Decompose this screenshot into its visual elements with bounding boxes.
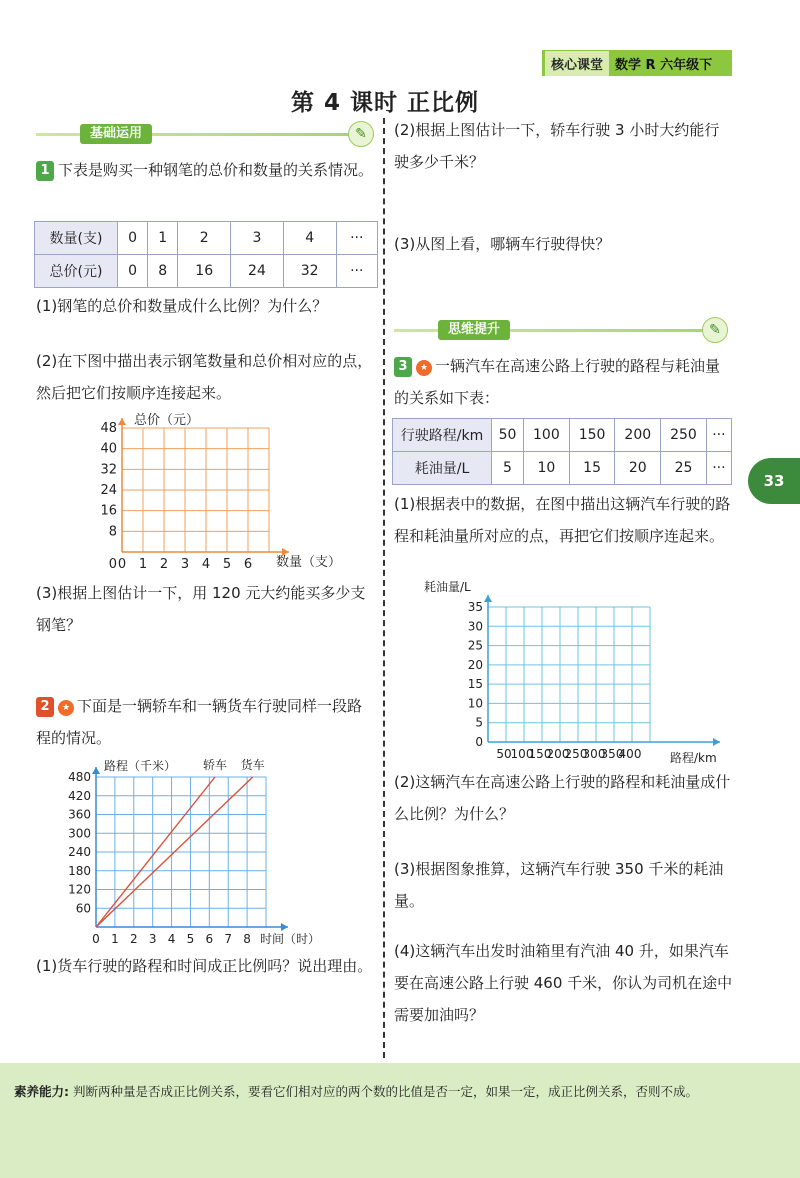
y-axis-label: 耗油量/L: [424, 580, 471, 594]
column-divider: [383, 118, 386, 1058]
y-axis-arrow: [92, 767, 100, 774]
section-label-thinking: 思维提升: [438, 320, 510, 340]
x-tick-label: 3: [148, 932, 157, 946]
table-cell: 100: [524, 419, 570, 452]
x-axis-arrow: [281, 923, 288, 931]
y-tick-label: 40: [100, 441, 117, 457]
question-number: 3: [394, 357, 412, 377]
table-cell: 0: [118, 222, 148, 255]
chart-pen-price: [90, 410, 350, 575]
q3-intro: [394, 350, 734, 414]
y-tick-label: 60: [75, 901, 91, 916]
page-number-tab: 33: [748, 458, 800, 504]
section-bar-basic: [36, 124, 374, 144]
q1-intro: [36, 154, 376, 186]
question-number: 2: [36, 697, 54, 717]
question-number: 1: [36, 161, 54, 181]
y-axis-label: 路程（千米）: [104, 759, 177, 773]
q2-part2: (2)根据上图估计一下，轿车行驶 3 小时大约能行驶多少千米？: [394, 121, 720, 171]
x-tick-label: 4: [201, 557, 211, 572]
table-cell: 24: [231, 255, 284, 288]
footer-label: 素养能力:: [14, 1084, 69, 1099]
y-tick-label: 10: [467, 696, 483, 711]
table-cell: 8: [148, 255, 178, 288]
y-axis-arrow: [118, 418, 126, 425]
x-axis-arrow: [713, 738, 720, 746]
leaf-icon: ✎: [702, 317, 728, 343]
y-tick-label: 0: [475, 735, 483, 749]
table-cell: 0: [118, 255, 148, 288]
section-label-basic: 基础运用: [80, 124, 152, 144]
book-header-badge: [542, 50, 732, 76]
series-label: 轿车: [203, 758, 228, 772]
y-tick-label: 15: [467, 677, 483, 692]
table-cell: 16: [178, 255, 231, 288]
x-tick-label: 6: [205, 932, 214, 946]
q3-part3: (3)根据图象推算，这辆汽车行驶 350 千米的耗油量。: [394, 860, 724, 910]
table-cell: 150: [569, 419, 615, 452]
x-tick-label: 2: [129, 932, 138, 946]
y-tick-label: 360: [68, 807, 91, 822]
x-tick-label: 4: [167, 932, 176, 946]
leaf-icon: ✎: [348, 121, 374, 147]
q1-table: [34, 221, 378, 288]
x-axis-label: 时间（时）: [260, 932, 321, 946]
y-axis-arrow: [484, 595, 492, 602]
table-cell: 15: [569, 452, 615, 485]
footer-tip: [0, 1063, 800, 1178]
x-tick-label: 1: [111, 932, 119, 946]
x-tick-label: 6: [243, 557, 253, 572]
q2-intro-text: 下面是一辆轿车和一辆货车行驶同样一段路程的情况。: [36, 697, 363, 747]
x-tick-label: 0: [117, 557, 127, 572]
x-tick-label: 100: [510, 747, 534, 761]
x-axis-label: 数量（支）: [276, 555, 342, 570]
y-tick-label: 8: [108, 524, 117, 540]
table-row: [35, 255, 378, 288]
q2-intro: [36, 690, 376, 754]
y-tick-label: 480: [68, 770, 91, 784]
x-tick-label: 7: [224, 932, 233, 946]
q3-intro-text: 一辆汽车在高速公路上行驶的路程与耗油量的关系如下表：: [394, 357, 721, 407]
table-row: [35, 222, 378, 255]
table-cell: 行驶路程/km: [393, 419, 492, 452]
table-cell: 1: [148, 222, 178, 255]
table-cell: 25: [661, 452, 707, 485]
table-cell: ···: [336, 255, 377, 288]
q2-part1: (1)货车行驶的路程和时间成正比例吗？说出理由。: [36, 957, 373, 975]
x-tick-label: 1: [138, 557, 148, 572]
y-tick-label: 20: [467, 657, 483, 672]
x-tick-label: 50: [496, 747, 512, 761]
x-tick-label: 3: [180, 557, 190, 572]
y-axis-label: 总价（元）: [134, 413, 200, 428]
table-cell: 50: [492, 419, 524, 452]
x-tick-label: 2: [159, 557, 169, 572]
q1-part2: (2)在下图中描出表示钢笔数量和总价相对应的点，然后把它们按顺序连接起来。: [36, 352, 373, 402]
y-tick-label: 16: [100, 503, 117, 519]
star-icon: ★: [58, 700, 74, 716]
q3-table: [392, 418, 732, 485]
table-cell: 5: [492, 452, 524, 485]
table-cell: 耗油量/L: [393, 452, 492, 485]
page-title: 第 4 课时 正比例: [290, 90, 480, 116]
table-cell: ···: [706, 419, 731, 452]
x-tick-label: 250: [564, 747, 588, 761]
x-axis-label: 路程/km: [670, 751, 717, 765]
x-tick-label: 300: [582, 747, 606, 761]
table-cell: 10: [524, 452, 570, 485]
y-tick-label: 120: [68, 882, 91, 897]
q3-part1: (1)根据表中的数据，在图中描出这辆汽车行驶的路程和耗油量所对应的点，再把它们按顺序连起来。: [394, 495, 731, 545]
y-tick-label: 30: [467, 619, 483, 634]
y-tick-label: 25: [467, 638, 483, 653]
y-tick-label: 180: [68, 863, 91, 878]
x-tick-label: 8: [243, 932, 251, 946]
x-tick-label: 400: [618, 747, 642, 761]
y-tick-label: 420: [68, 788, 91, 803]
table-cell: 32: [283, 255, 336, 288]
x-tick-label: 200: [546, 747, 570, 761]
star-icon: ★: [416, 360, 432, 376]
table-cell: 数量(支): [35, 222, 118, 255]
table-cell: 总价(元): [35, 255, 118, 288]
series-label: 货车: [240, 758, 265, 772]
y-tick-label: 240: [68, 845, 91, 859]
y-tick-label: 48: [100, 421, 117, 436]
footer-body: 判断两种量是否成正比例关系，要看它们相对应的两个数的比值是否一定，如果一定，成正比例关系，否则不成。: [72, 1084, 698, 1099]
q1-part3: (3)根据上图估计一下，用 120 元大约能买多少支钢笔？: [36, 584, 366, 634]
y-tick-label: 35: [467, 600, 483, 614]
chart-car-truck: [60, 752, 370, 947]
y-tick-label: 300: [68, 826, 91, 841]
table-cell: 250: [661, 419, 707, 452]
table-cell: 200: [615, 419, 661, 452]
table-cell: ···: [336, 222, 377, 255]
table-cell: 4: [283, 222, 336, 255]
q1-part1: (1)钢笔的总价和数量成什么比例？为什么？: [36, 297, 328, 315]
x-tick-label: 5: [222, 557, 232, 572]
header-badge-sub: 数学 R 六年级下: [615, 57, 713, 73]
origin-label: 0: [108, 557, 117, 572]
q3-part4: (4)这辆汽车出发时油箱里有汽油 40 升，如果汽车要在高速公路上行驶 460 千米，你认为司机在途中需要加油吗？: [394, 942, 733, 1024]
y-tick-label: 32: [100, 462, 117, 478]
q1-intro-text: 下表是购买一种钢笔的总价和数量的关系情况。: [58, 161, 374, 179]
x-tick-label: 5: [186, 932, 195, 946]
x-tick-label: 350: [600, 747, 624, 761]
header-badge-main: 核心课堂: [545, 51, 609, 76]
q3-part2: (2)这辆汽车在高速公路上行驶的路程和耗油量成什么比例？为什么？: [394, 773, 731, 823]
table-cell: 3: [231, 222, 284, 255]
section-bar-thinking: [394, 320, 728, 340]
table-cell: ···: [706, 452, 731, 485]
table-cell: 2: [178, 222, 231, 255]
x-tick-label: 150: [528, 747, 552, 761]
y-tick-label: 5: [475, 715, 483, 730]
table-row: [393, 452, 732, 485]
q2-part3: (3)从图上看，哪辆车行驶得快？: [394, 235, 611, 253]
x-tick-label: 0: [92, 932, 100, 946]
table-row: [393, 419, 732, 452]
y-tick-label: 24: [100, 483, 117, 498]
table-cell: 20: [615, 452, 661, 485]
footer-text: [14, 1080, 784, 1104]
chart-fuel-distance: [418, 576, 738, 766]
